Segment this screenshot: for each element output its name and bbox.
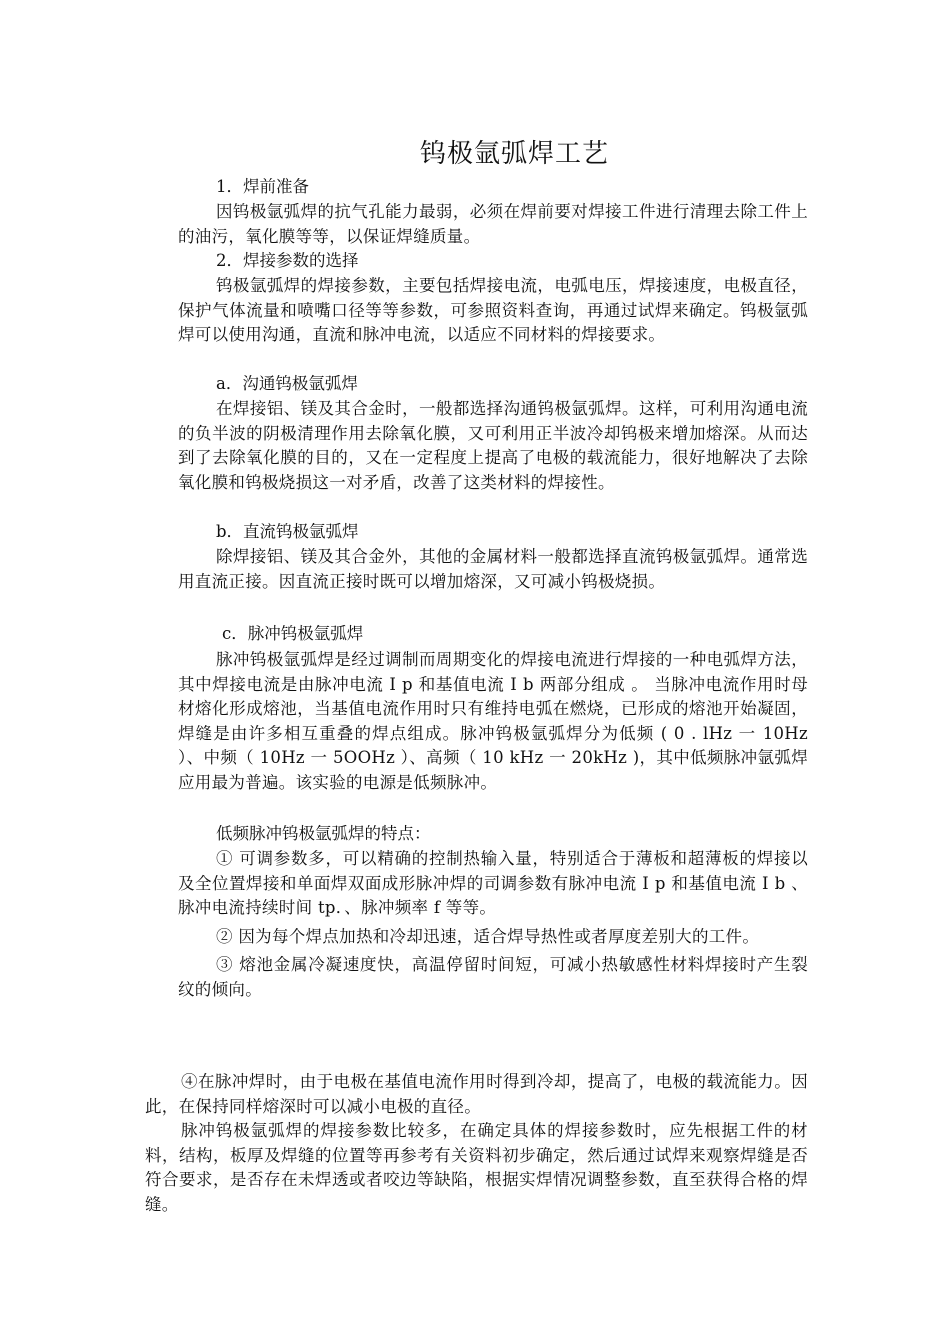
closing-paragraph: 脉冲钨极氩弧焊的焊接参数比较多，在确定具体的焊接参数时，应先根据工件的材料，结构，板厚及焊缝的位置等再参考有关资料初步确定，然后通过试焊来观察焊缝是否符合要求，是否存在未焊透或者咬边等缺陷，根据实焊情况调整参数，直至获得合格的焊缝。 xyxy=(145,1121,808,1214)
section-2-body xyxy=(178,274,808,348)
paragraph: 除焊接铝、镁及其合金外，其他的金属材料一般都选择直流钨极氩弧焊。通常选用直流正接。因直流正接时既可以增加熔深，又可减小钨极烧损。 xyxy=(178,547,808,591)
paragraph: 钨极氩弧焊的焊接参数，主要包括焊接电流，电弧电压，焊接速度，电极直径，保护气体流量和喷嘴口径等等参数，可参照资料查询，再通过试焊来确定。钨极氩弧焊可以使用沟通，直流和脉冲电流，以适应不同材料的焊接要求。 xyxy=(178,276,808,344)
paragraph: 因钨极氩弧焊的抗气孔能力最弱，必须在焊前要对焊接工件进行清理去除工件上的油污，氧化膜等等，以保证焊缝质量。 xyxy=(178,202,808,246)
feature-item: ④在脉冲焊时，由于电极在基值电流作用时得到冷却，提高了，电极的载流能力。因此，在保持同样熔深时可以减小电极的直径。 xyxy=(145,1072,808,1116)
section-b-heading: b．直流钨极氩弧焊 xyxy=(216,522,359,541)
section-b-body xyxy=(178,545,808,594)
paragraph: 脉冲钨极氩弧焊是经过调制而周期变化的焊接电流进行焊接的一种电弧焊方法，其中焊接电流是由脉冲电流 I p 和基值电流 I b 两部分组成 。 当脉冲电流作用时母材熔化形成熔池，当基值电流作用时只有维持电弧在燃烧，已形成的熔池开始凝固，焊缝是由许多相互重叠的焊点组成。脉冲钨极氩弧焊分为低频 ( 0 . lHz 一 10Hz ）、中频（ 10Hz 一 5OOHz ）、高频（ 10 kHz 一 20kHz )，其中低频脉冲氩弧焊应用最为普遍。该实验的电源是低频脉冲。 xyxy=(178,650,808,792)
paragraph: 在焊接铝、镁及其合金时，一般都选择沟通钨极氩弧焊。这样，可利用沟通电流的负半波的阴极清理作用去除氧化膜，又可利用正半波冷却钨极来增加熔深。从而达到了去除氧化膜的目的，又在一定程度上提高了电极的载流能力，很好地解决了去除氧化膜和钨极烧损这一对矛盾，改善了这类材料的焊接性。 xyxy=(178,399,808,492)
closing-section xyxy=(145,1070,808,1217)
feature-item: ③ 熔池金属冷凝速度快，高温停留时间短，可减小热敏感性材料焊接时产生裂纹的倾向。 xyxy=(178,955,808,999)
feature-item: ① 可调参数多，可以精确的控制热输入量，特别适合于薄板和超薄板的焊接以及全位置焊接和单面焊双面成形脉冲焊的司调参数有脉冲电流 I p 和基值电流 I b 、脉冲电流持续时间 tp．、脉冲频率 f 等等。 xyxy=(178,849,808,917)
section-c-heading: c．脉冲钨极氩弧焊 xyxy=(222,624,364,643)
features-list xyxy=(178,847,808,1002)
section-1-body xyxy=(178,200,808,249)
features-heading: 低频脉冲钨极氩弧焊的特点： xyxy=(216,824,431,843)
section-c-body xyxy=(178,648,808,795)
section-a-body xyxy=(178,397,808,495)
section-a-heading: a．沟通钨极氩弧焊 xyxy=(216,374,358,393)
document-title: 钨极氩弧焊工艺 xyxy=(420,139,610,169)
section-2-heading: 2．焊接参数的选择 xyxy=(216,251,359,270)
feature-item: ② 因为每个焊点加热和冷却迅速，适合焊导热性或者厚度差别大的工件。 xyxy=(216,926,760,946)
section-1-heading: 1．焊前准备 xyxy=(216,177,309,196)
